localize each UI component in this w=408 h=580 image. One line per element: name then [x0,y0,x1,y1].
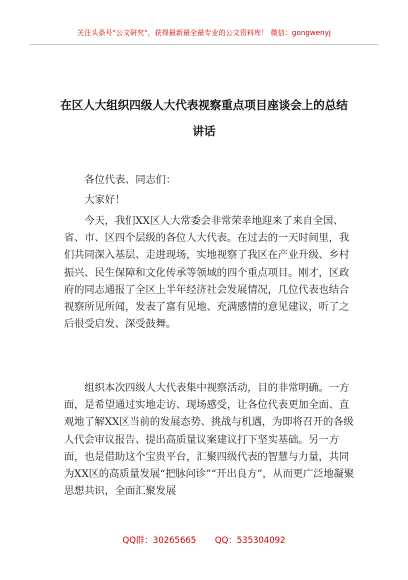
paragraph-2-text: 组织本次四级人大代表集中视察活动，目的非常明确。一方面，是希望通过实地走访、现场感受，让各位代表更加全面、直观地了解XX区当前的发展态势、挑战与机遇，为即将召开的各级人代会审议报告、提出高质量议案建议打下坚实基础。另一方面，也是借助这个宝贵平台，汇聚四级代表的智慧与力量，共同为XX区的高质量发展“把脉问诊”“开出良方”，从而更广泛地凝聚思想共识，全面汇聚发展 [64,383,355,498]
header-notice: 关注头条号"公文研究"，获得最新最全最专业的公文资料库！ 微信：gongwenyj [77,29,331,37]
document-title-line-2: 讲话 [192,124,216,138]
salutation-text: 各位代表、同志们： [84,175,177,186]
header-divider [30,44,378,45]
footer-qq-group: QQ群：30265665 [122,536,197,546]
paragraph-1-text: 今天，我们XX区人大常委会非常荣幸地迎来了来自全国、省、市、区四个层级的各位人大代表。在过去的一天时间里，我们共同深入基层、走进现场，实地视察了我区在产业升级、乡村振兴、民生保障和文化传承等领域的四个重点项目。刚才，区政府的同志通报了全区上半年经济社会发展情况，几位代表也结合视察所见所闻，发表了富有见地、充满感情的意见建议，听了之后很受启发、深受鼓舞。 [64,216,350,331]
greeting [64,192,356,209]
paragraph-2 [64,380,356,500]
salutation [64,172,356,189]
footer-contact [0,534,408,546]
greeting-text: 大家好！ [84,195,126,206]
footer-qq-number: QQ：535304092 [214,536,286,546]
paragraph-1 [64,213,356,333]
document-title-line-1: 在区人大组织四级人大代表视察重点项目座谈会上的总结 [60,98,348,112]
